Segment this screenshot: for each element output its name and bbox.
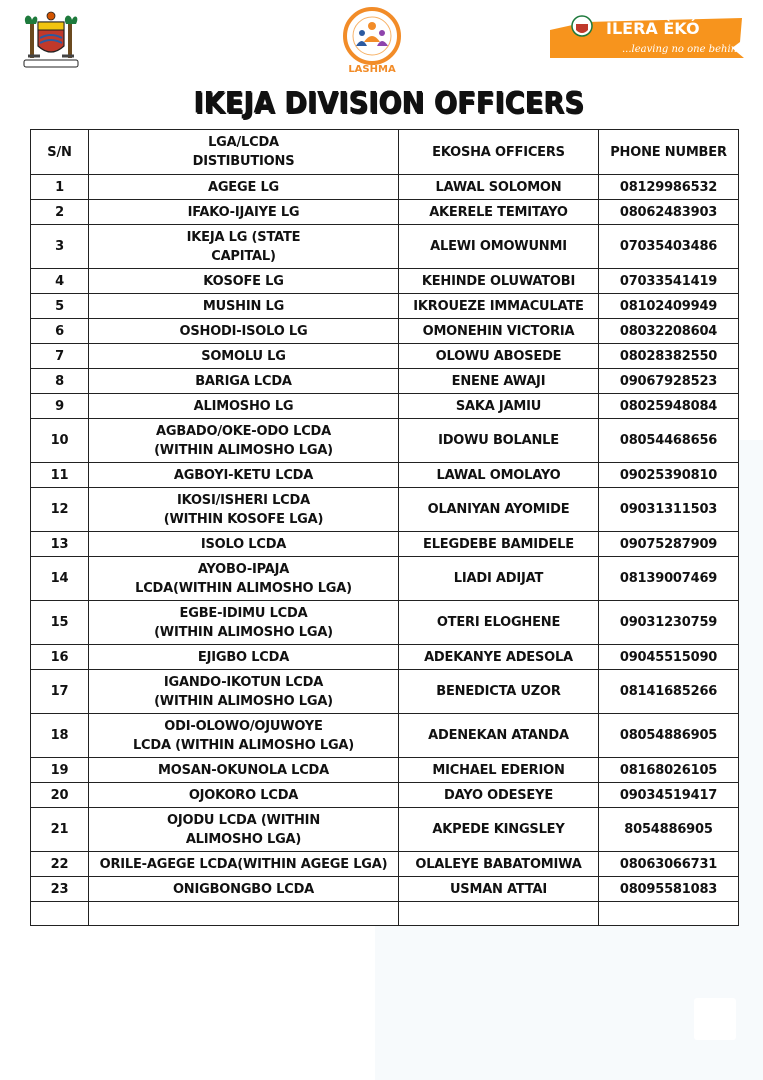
cell-sn: 3 (31, 225, 89, 269)
cell-officer: OLANIYAN AYOMIDE (399, 488, 599, 532)
cell-sn: 2 (31, 200, 89, 225)
cell-sn: 10 (31, 419, 89, 463)
cell-phone: 09025390810 (599, 463, 739, 488)
cell-phone: 08095581083 (599, 877, 739, 902)
cell-lga-line: LCDA (WITHIN ALIMOSHO LGA) (132, 737, 355, 753)
svg-text:ÌLERA ÈKÓ: ÌLERA ÈKÓ (606, 19, 700, 38)
cell-officer: AKERELE TEMITAYO (399, 200, 599, 225)
cell-lga-line: ODI-OLOWO/OJUWOYE (164, 718, 323, 734)
cell-sn: 21 (31, 808, 89, 852)
table-row (31, 394, 739, 419)
cell-officer: BENEDICTA UZOR (399, 670, 599, 714)
cell-lga-line: LCDA(WITHIN ALIMOSHO LGA) (135, 580, 352, 596)
cell-sn: 12 (31, 488, 89, 532)
cell-phone: 08141685266 (599, 670, 739, 714)
cell-officer: OLOWU ABOSEDE (399, 344, 599, 369)
cell-officer: OLALEYE BABATOMIWA (399, 852, 599, 877)
cell-lga-line: ISOLO LCDA (200, 536, 287, 552)
cell-sn: 9 (31, 394, 89, 419)
header-officers: EKOSHA OFFICERS (399, 130, 599, 175)
cell-sn: 8 (31, 369, 89, 394)
cell-lga-line: IKEJA LG (STATE (186, 229, 301, 245)
ilera-eko-logo (546, 12, 746, 60)
table-row (31, 344, 739, 369)
table-row (31, 463, 739, 488)
header-lga-line2: DISTIBUTIONS (192, 154, 295, 169)
cell-phone: 09067928523 (599, 369, 739, 394)
cell-empty (89, 902, 399, 926)
cell-lga (89, 758, 399, 783)
cell-empty (599, 902, 739, 926)
header-sn: S/N (31, 130, 89, 175)
cell-sn: 23 (31, 877, 89, 902)
officers-table (30, 129, 739, 926)
cell-officer: AKPEDE KINGSLEY (399, 808, 599, 852)
cell-officer: ALEWI OMOWUNMI (399, 225, 599, 269)
cell-sn: 16 (31, 645, 89, 670)
title-band (30, 82, 748, 128)
cell-phone: 09075287909 (599, 532, 739, 557)
cell-sn: 22 (31, 852, 89, 877)
cell-officer: MICHAEL EDERION (399, 758, 599, 783)
cell-lga (89, 344, 399, 369)
cell-sn: 19 (31, 758, 89, 783)
table-row (31, 645, 739, 670)
cell-lga-line: IGANDO-IKOTUN LCDA (163, 674, 324, 690)
table-row (31, 601, 739, 645)
table-row (31, 808, 739, 852)
cell-officer: LAWAL SOLOMON (399, 175, 599, 200)
table-row (31, 294, 739, 319)
cell-phone: 08028382550 (599, 344, 739, 369)
cell-officer: IKROUEZE IMMACULATE (399, 294, 599, 319)
cell-officer: SAKA JAMIU (399, 394, 599, 419)
faint-square (694, 998, 736, 1040)
lashma-logo (334, 6, 410, 74)
table-row (31, 175, 739, 200)
cell-officer: OMONEHIN VICTORIA (399, 319, 599, 344)
cell-phone: 09034519417 (599, 783, 739, 808)
cell-phone: 07035403486 (599, 225, 739, 269)
cell-lga (89, 294, 399, 319)
cell-lga-line: EJIGBO LCDA (197, 649, 290, 665)
cell-lga (89, 877, 399, 902)
table-row (31, 532, 739, 557)
cell-lga-line: OJOKORO LCDA (188, 787, 299, 803)
cell-lga-line: ORILE-AGEGE LCDA(WITHIN AGEGE LGA) (99, 856, 388, 872)
cell-lga-line: MOSAN-OKUNOLA LCDA (157, 762, 330, 778)
cell-lga (89, 200, 399, 225)
cell-lga-line: AGEGE LG (207, 179, 280, 195)
table-row-empty (31, 902, 739, 926)
cell-lga-line: ALIMOSHO LG (193, 398, 294, 414)
cell-officer: ADENEKAN ATANDA (399, 714, 599, 758)
cell-phone: 09031311503 (599, 488, 739, 532)
cell-lga-line: ONIGBONGBO LCDA (172, 881, 315, 897)
cell-lga-line: (WITHIN ALIMOSHO LGA) (154, 693, 333, 709)
cell-lga (89, 419, 399, 463)
cell-lga (89, 175, 399, 200)
table-row (31, 200, 739, 225)
cell-lga-line: IKOSI/ISHERI LCDA (177, 492, 310, 508)
table-row (31, 877, 739, 902)
cell-sn: 17 (31, 670, 89, 714)
cell-sn: 1 (31, 175, 89, 200)
cell-sn: 6 (31, 319, 89, 344)
cell-sn: 18 (31, 714, 89, 758)
table-row (31, 783, 739, 808)
cell-lga (89, 645, 399, 670)
cell-sn: 4 (31, 269, 89, 294)
cell-lga (89, 532, 399, 557)
cell-lga (89, 369, 399, 394)
cell-phone: 08129986532 (599, 175, 739, 200)
svg-text:LASHMA: LASHMA (348, 64, 396, 74)
cell-lga-line: MUSHIN LG (202, 298, 285, 314)
cell-lga-line: KOSOFE LG (203, 273, 284, 289)
table-row (31, 269, 739, 294)
cell-lga-line: CAPITAL) (211, 248, 276, 264)
table-row (31, 670, 739, 714)
lagos-crest-logo (18, 10, 84, 72)
svg-text:...leaving no one behind: ...leaving no one behind (622, 44, 744, 55)
table-row (31, 225, 739, 269)
cell-phone: 8054886905 (599, 808, 739, 852)
cell-officer: ADEKANYE ADESOLA (399, 645, 599, 670)
cell-phone: 07033541419 (599, 269, 739, 294)
header-lga (89, 130, 399, 175)
table-header-row (31, 130, 739, 175)
cell-lga (89, 783, 399, 808)
cell-sn: 15 (31, 601, 89, 645)
cell-lga (89, 601, 399, 645)
cell-sn: 20 (31, 783, 89, 808)
cell-officer: DAYO ODESEYE (399, 783, 599, 808)
cell-lga-line: (WITHIN ALIMOSHO LGA) (154, 442, 333, 458)
cell-phone: 09045515090 (599, 645, 739, 670)
cell-officer: OTERI ELOGHENE (399, 601, 599, 645)
cell-lga-line: AGBADO/OKE-ODO LCDA (156, 423, 331, 439)
cell-lga (89, 670, 399, 714)
cell-sn: 13 (31, 532, 89, 557)
cell-lga-line: EGBE-IDIMU LCDA (179, 605, 308, 621)
header-lga-line1: LGA/LCDA (208, 135, 279, 150)
cell-lga (89, 269, 399, 294)
cell-officer: LIADI ADIJAT (399, 557, 599, 601)
table-row (31, 852, 739, 877)
table-row (31, 419, 739, 463)
cell-phone: 08168026105 (599, 758, 739, 783)
cell-officer: LAWAL OMOLAYO (399, 463, 599, 488)
cell-empty (31, 902, 89, 926)
cell-officer: USMAN ATTAI (399, 877, 599, 902)
page-title: IKEJA DIVISION OFFICERS (193, 86, 585, 121)
cell-phone: 08063066731 (599, 852, 739, 877)
cell-phone: 08032208604 (599, 319, 739, 344)
cell-sn: 14 (31, 557, 89, 601)
cell-phone: 08054468656 (599, 419, 739, 463)
cell-lga-line: OSHODI-ISOLO LG (179, 323, 308, 339)
cell-lga-line: OJODU LCDA (WITHIN (167, 812, 320, 828)
cell-lga-line: ALIMOSHO LGA) (185, 831, 302, 847)
cell-lga (89, 714, 399, 758)
cell-officer: ENENE AWAJI (399, 369, 599, 394)
cell-sn: 5 (31, 294, 89, 319)
cell-lga-line: AGBOYI-KETU LCDA (173, 467, 314, 483)
cell-phone: 08102409949 (599, 294, 739, 319)
cell-phone: 08025948084 (599, 394, 739, 419)
table-row (31, 557, 739, 601)
table-row (31, 714, 739, 758)
cell-lga (89, 852, 399, 877)
cell-sn: 11 (31, 463, 89, 488)
cell-phone: 08054886905 (599, 714, 739, 758)
cell-lga-line: (WITHIN KOSOFE LGA) (163, 511, 324, 527)
cell-lga (89, 319, 399, 344)
cell-lga-line: SOMOLU LG (201, 348, 286, 364)
cell-officer: IDOWU BOLANLE (399, 419, 599, 463)
cell-lga-line: (WITHIN ALIMOSHO LGA) (154, 624, 333, 640)
cell-lga-line: IFAKO-IJAIYE LG (187, 204, 300, 220)
header-phone: PHONE NUMBER (599, 130, 739, 175)
cell-officer: ELEGDEBE BAMIDELE (399, 532, 599, 557)
cell-lga (89, 557, 399, 601)
table-row (31, 369, 739, 394)
cell-lga (89, 225, 399, 269)
cell-officer: KEHINDE OLUWATOBI (399, 269, 599, 294)
cell-lga (89, 394, 399, 419)
cell-lga (89, 488, 399, 532)
cell-phone: 09031230759 (599, 601, 739, 645)
cell-sn: 7 (31, 344, 89, 369)
cell-empty (399, 902, 599, 926)
cell-lga-line: BARIGA LCDA (195, 373, 292, 389)
cell-phone: 08139007469 (599, 557, 739, 601)
table-row (31, 758, 739, 783)
cell-lga-line: AYOBO-IPAJA (197, 561, 290, 577)
cell-phone: 08062483903 (599, 200, 739, 225)
cell-lga (89, 808, 399, 852)
table-row (31, 488, 739, 532)
cell-lga (89, 463, 399, 488)
table-row (31, 319, 739, 344)
